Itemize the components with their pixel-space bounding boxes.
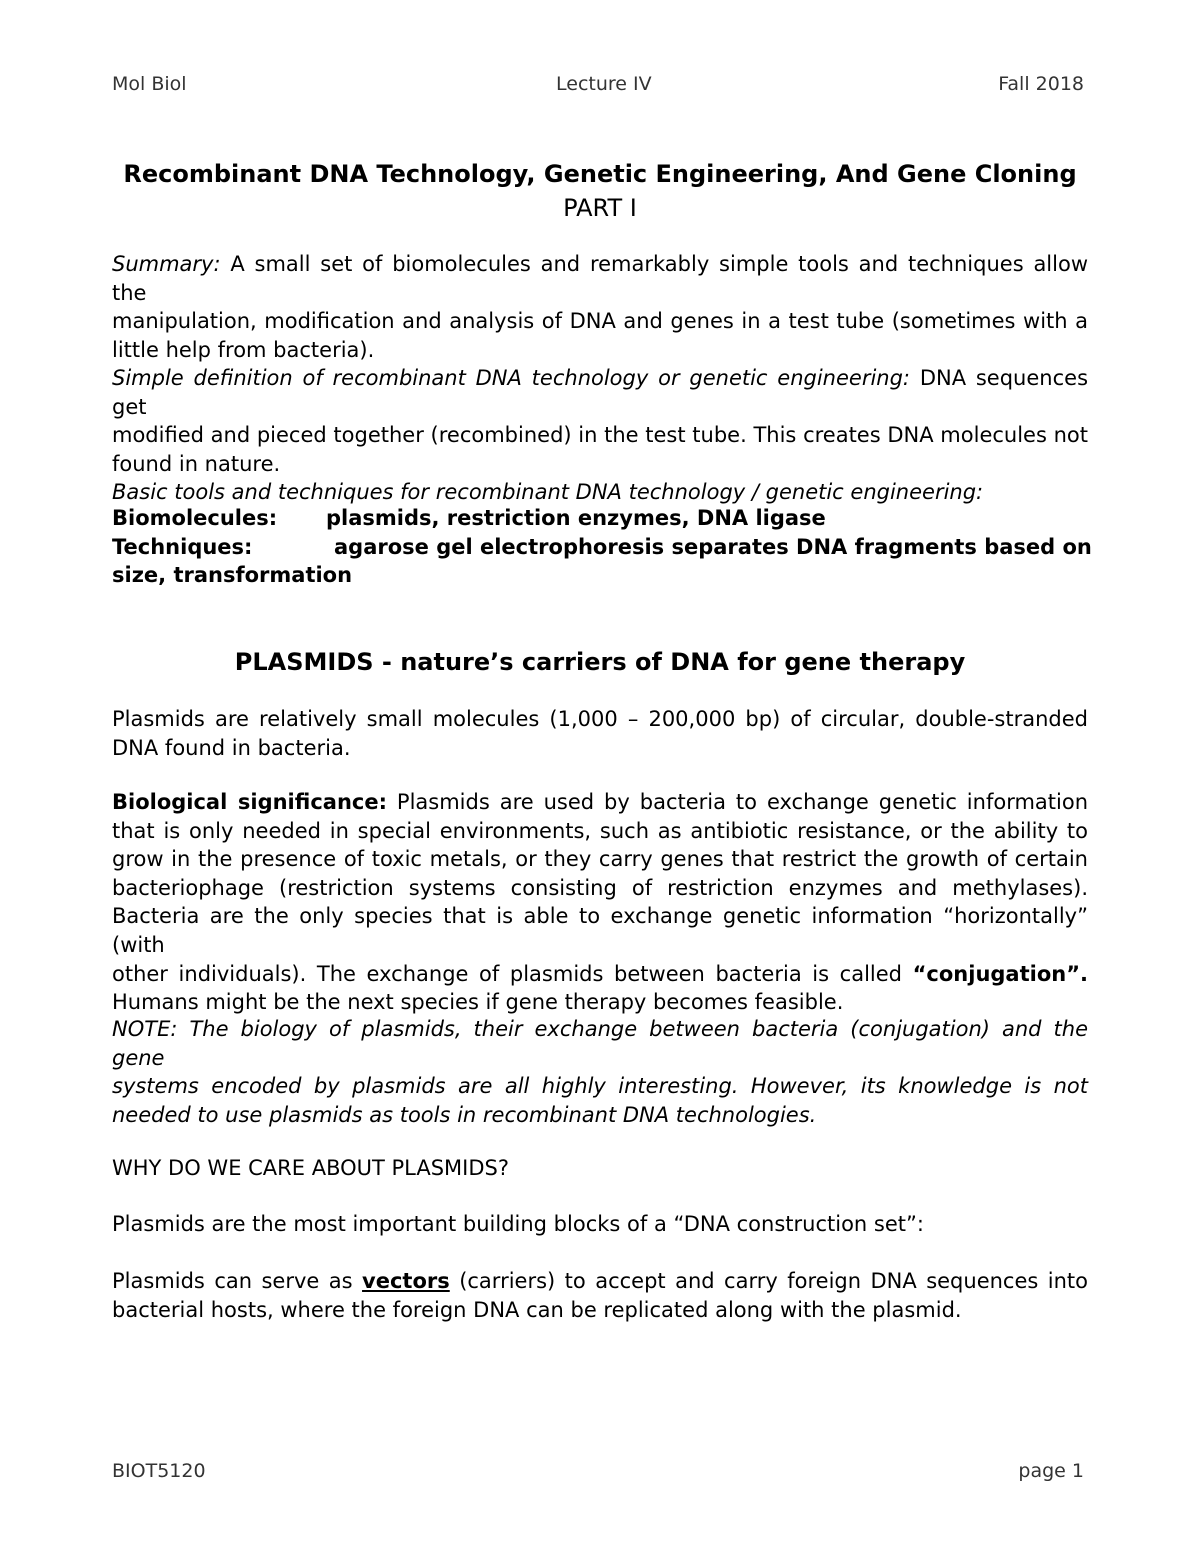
document-subtitle: PART I bbox=[563, 194, 637, 222]
plasmids-intro-line-2: DNA found in bacteria. bbox=[112, 735, 351, 760]
vectors-rest: (carriers) to accept and carry foreign DNA sequences into bbox=[449, 1269, 1089, 1293]
significance-line-6: other individuals). The exchange of plasmids between bacteria is called bbox=[112, 961, 913, 986]
significance-line-5: Bacteria are the only species that is able to exchange genetic information “horizontally” (with bbox=[112, 904, 1088, 957]
plasmids-intro-line-1: Plasmids are relatively small molecules (1,000 – 200,000 bp) of circular, double-stranded bbox=[112, 707, 1088, 731]
significance-line-7: Humans might be the next species if gene therapy becomes feasible. bbox=[112, 990, 844, 1015]
significance-line-3: grow in the presence of toxic metals, or they carry genes that restrict the growth of certain bbox=[112, 847, 1088, 872]
summary-text: A small set of biomolecules and remarkably simple tools and techniques allow the bbox=[112, 252, 1088, 305]
significance-label: Biological significance: bbox=[112, 790, 387, 814]
definition-line-2: modified and pieced together (recombined) in the test tube. This creates DNA molecules not bbox=[112, 423, 1088, 448]
header-term: Fall 2018 bbox=[998, 73, 1084, 95]
footer-course-code: BIOT5120 bbox=[112, 1460, 206, 1482]
summary-line-2: manipulation, modification and analysis of DNA and genes in a test tube (sometimes with a bbox=[112, 309, 1088, 334]
summary-paragraph bbox=[112, 250, 1088, 364]
significance-line-4: bacteriophage (restriction systems consisting of restriction enzymes and methylases). bbox=[112, 875, 1088, 900]
significance-paragraph bbox=[112, 788, 1088, 1017]
definition-label: Simple definition of recombinant DNA technology or genetic engineering: bbox=[112, 366, 911, 390]
header-lecture: Lecture IV bbox=[556, 73, 652, 95]
vectors-keyword: vectors bbox=[362, 1269, 450, 1293]
significance-line-2: that is only needed in special environments, such as antibiotic resistance, or the ability to bbox=[112, 818, 1088, 843]
conjugation-term: “conjugation”. bbox=[912, 961, 1088, 986]
vectors-paragraph bbox=[112, 1267, 1088, 1324]
biomolecules-text: plasmids, restriction enzymes, DNA ligase bbox=[326, 506, 826, 530]
plasmids-heading: PLASMIDS - nature’s carriers of DNA for gene therapy bbox=[234, 648, 966, 676]
building-blocks-text: Plasmids are the most important building blocks of a “DNA construction set”: bbox=[112, 1212, 924, 1236]
techniques-label: Techniques: bbox=[112, 535, 253, 559]
vectors-line-2: bacterial hosts, where the foreign DNA can be replicated along with the plasmid. bbox=[112, 1297, 962, 1322]
techniques-text: agarose gel electrophoresis separates DNA fragments based on bbox=[334, 535, 1092, 559]
techniques-continuation: size, transformation bbox=[112, 563, 353, 587]
header-course: Mol Biol bbox=[112, 73, 187, 95]
note-line-3: needed to use plasmids as tools in recombinant DNA technologies. bbox=[112, 1102, 817, 1127]
note-paragraph bbox=[112, 1015, 1088, 1129]
summary-line-3: little help from bacteria). bbox=[112, 337, 375, 362]
document-title: Recombinant DNA Technology, Genetic Engineering, And Gene Cloning bbox=[123, 160, 1077, 188]
definition-paragraph bbox=[112, 364, 1088, 478]
summary-label: Summary: bbox=[112, 252, 221, 276]
definition-line-3: found in nature. bbox=[112, 451, 281, 476]
note-line-1: NOTE: The biology of plasmids, their exchange between bacteria (conjugation) and the gene bbox=[112, 1017, 1088, 1070]
significance-line-1: Plasmids are used by bacteria to exchange genetic information bbox=[386, 790, 1089, 814]
plasmids-intro-paragraph bbox=[112, 705, 1088, 762]
why-heading: WHY DO WE CARE ABOUT PLASMIDS? bbox=[112, 1156, 510, 1180]
note-line-2: systems encoded by plasmids are all highly interesting. However, its knowledge is not bbox=[112, 1074, 1088, 1099]
biomolecules-label: Biomolecules: bbox=[112, 506, 278, 530]
definition-text: DNA sequences get bbox=[112, 366, 1089, 419]
vectors-intro: Plasmids can serve as bbox=[112, 1269, 363, 1293]
tools-intro: Basic tools and techniques for recombinant DNA technology / genetic engineering: bbox=[112, 480, 984, 504]
footer-page-number: page 1 bbox=[1018, 1460, 1084, 1482]
